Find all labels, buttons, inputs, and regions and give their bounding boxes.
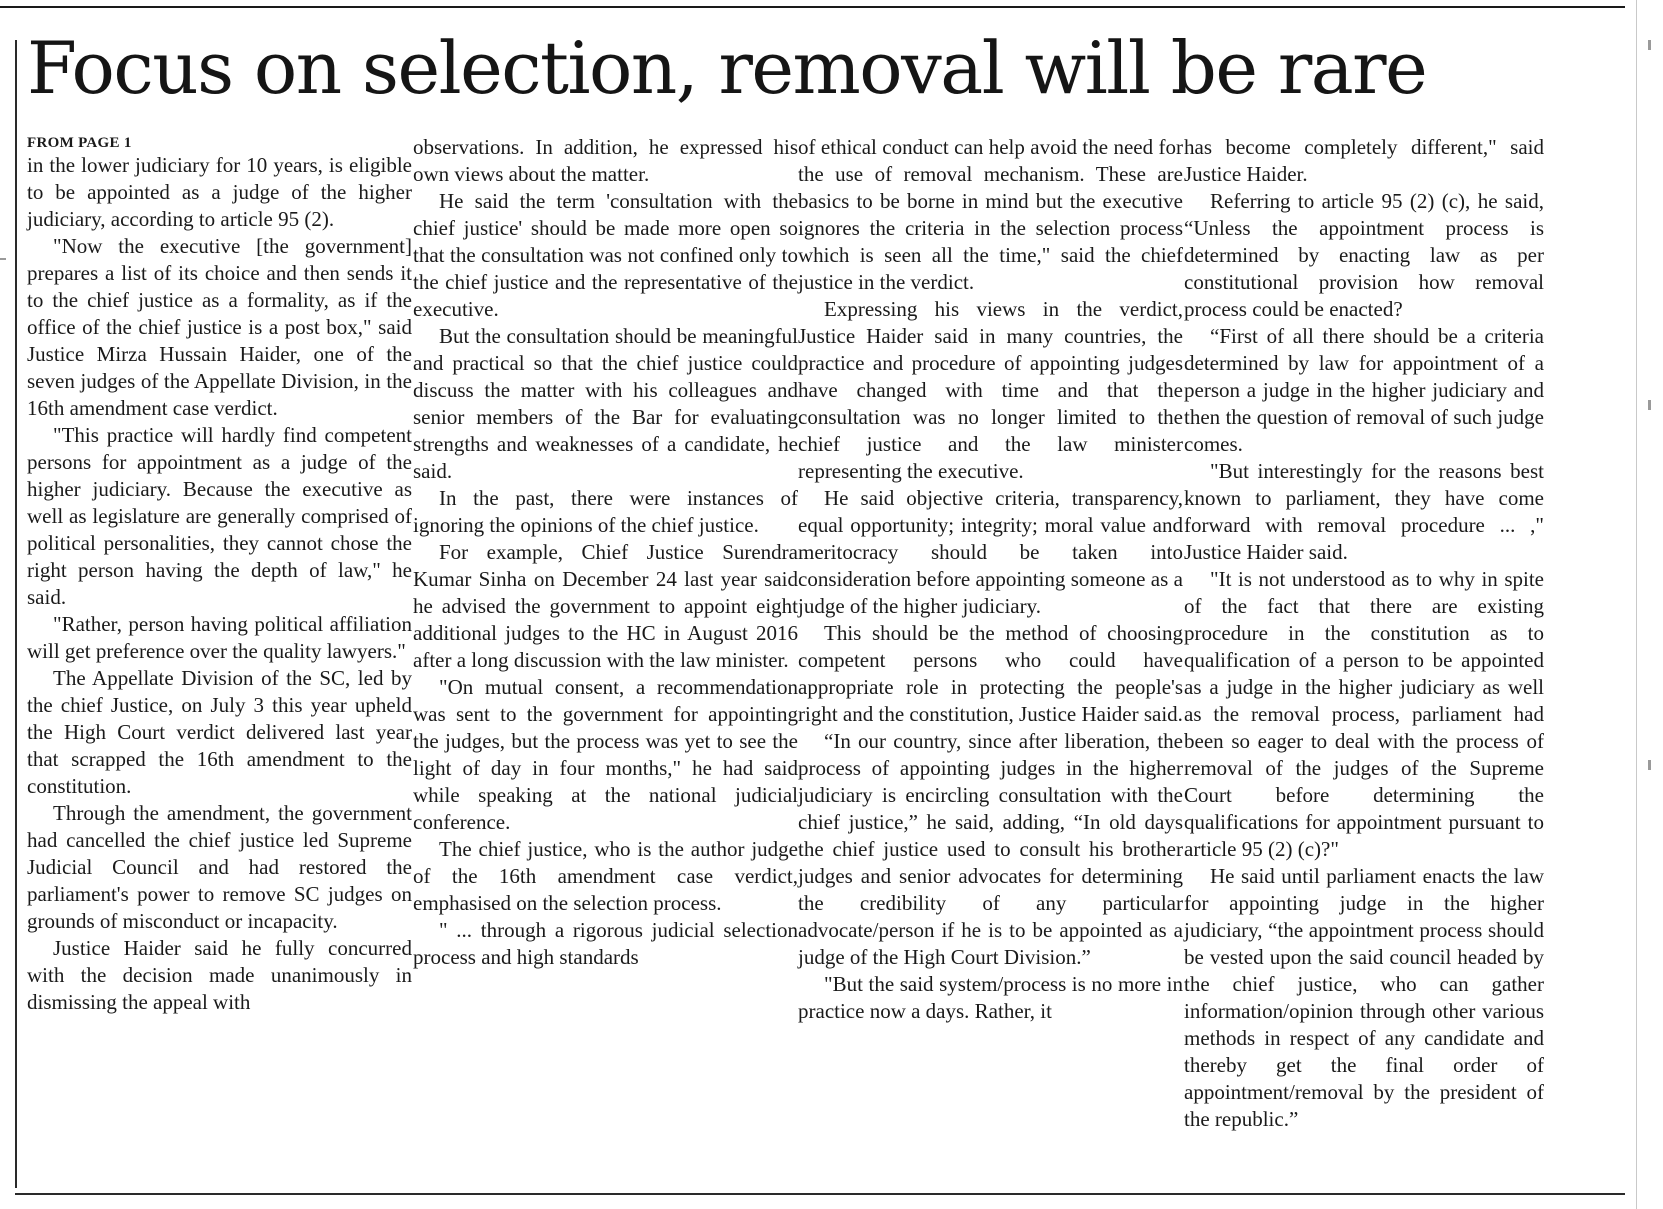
article-column-3	[798, 134, 1183, 1025]
article-column-4	[1184, 134, 1544, 1133]
paragraph: "Now the executive [the government] prepares a list of its choice and then sends it to the chief justice as a formality, as if the office of the chief justice is a post box," said Justice Mirza Hussain Haider, one of the seven judges of the Appellate Division, in the 16th amendment case verdict.	[27, 234, 412, 420]
paragraph: He said objective criteria, transparency, equal opportunity; integrity; moral value and meritocracy should be taken into consideration before appointing someone as a judge of the higher judiciary.	[798, 486, 1183, 618]
paragraph: "But the said system/process is no more in practice now a days. Rather, it	[798, 972, 1183, 1023]
paragraph: "But interestingly for the reasons best known to parliament, they have come forward with removal procedure ... ," Justice Haider said.	[1184, 459, 1544, 564]
edge-mark	[1648, 760, 1651, 770]
paragraph: "This practice will hardly find competent persons for appointment as a judge of the higher judiciary. Because the executive as well as legislature are generally comprised of political personalities, they cannot chose the right person having the depth of law," he said.	[27, 423, 412, 609]
paragraph: "It is not understood as to why in spite of the fact that there are existing procedure in the constitution as to qualification of a person to be appointed as a judge in the higher judiciary as well as the removal process, parliament had been so eager to deal with the process of removal of the judges of the Supreme Court before determining the qualifications for appointment pursuant to article 95 (2) (c)?"	[1184, 567, 1544, 861]
paragraph: In the past, there were instances of ignoring the opinions of the chief justice.	[413, 486, 798, 537]
paragraph: " ... through a rigorous judicial selection process and high standards	[413, 918, 798, 969]
bottom-rule	[15, 1193, 1625, 1195]
page-edge	[1636, 0, 1637, 1209]
paragraph: Referring to article 95 (2) (c), he said, “Unless the appointment process is determined by enacting law as per constitutional provision how removal process could be enacted?	[1184, 189, 1544, 321]
paragraph: observations. In addition, he expressed his own views about the matter.	[413, 135, 798, 186]
paragraph: "On mutual consent, a recommendation was sent to the government for appointing the judges, but the process was yet to see the light of day in four months," he had said while speaking at the national judicial conference.	[413, 675, 798, 834]
paragraph: But the consultation should be meaningful and practical so that the chief justice could discuss the matter with his colleagues and senior members of the Bar for evaluating strengths and weaknesses of a candidate, he said.	[413, 324, 798, 483]
paragraph: of ethical conduct can help avoid the need for the use of removal mechanism. These are basics to be borne in mind but the executive ignores the criteria in the selection process which is seen all the time," said the chief justice in the verdict.	[798, 135, 1183, 294]
paragraph: He said until parliament enacts the law for appointing judge in the higher judiciary, “the appointment process should be vested upon the said council headed by the chief justice, who can gather information/opinion through other various methods in respect of any candidate and thereby get the final order of appointment/removal by the president of the republic.”	[1184, 864, 1544, 1131]
article-column-1	[27, 134, 412, 1016]
paragraph: The chief justice, who is the author judge of the 16th amendment case verdict, emphasised on the selection process.	[413, 837, 798, 915]
paragraph: "Rather, person having political affiliation will get preference over the quality lawyers."	[27, 612, 412, 663]
paragraph: He said the term 'consultation with the chief justice' should be made more open so that the consultation was not confined only to the chief justice and the representative of the executive.	[413, 189, 798, 321]
paragraph: Through the amendment, the government had cancelled the chief justice led Supreme Judicial Council and had restored the parliament's power to remove SC judges on grounds of misconduct or incapacity.	[27, 801, 412, 933]
edge-mark	[1648, 40, 1651, 50]
paragraph: Justice Haider said he fully concurred with the decision made unanimously in dismissing the appeal with	[27, 936, 412, 1014]
paragraph: in the lower judiciary for 10 years, is eligible to be appointed as a judge of the higher judiciary, according to article 95 (2).	[27, 153, 412, 231]
paragraph: The Appellate Division of the SC, led by the chief Justice, on July 3 this year upheld the High Court verdict delivered last year that scrapped the 16th amendment to the constitution.	[27, 666, 412, 798]
paragraph: “In our country, since after liberation, the process of appointing judges in the higher judiciary is encircling consultation with the chief justice,” he said, adding, “In old days the chief justice used to consult his brother judges and senior advocates for determining the credibility of any particular advocate/person if he is to be appointed as a judge of the High Court Division.”	[798, 729, 1183, 969]
paragraph: For example, Chief Justice Surendra Kumar Sinha on December 24 last year said he advised the government to appoint eight additional judges to the HC in August 2016 after a long discussion with the law minister.	[413, 540, 798, 672]
paragraph: This should be the method of choosing competent persons who could have appropriate role in protecting the people's right and the constitution, Justice Haider said.	[798, 621, 1183, 726]
paragraph: has become completely different," said Justice Haider.	[1184, 135, 1544, 186]
top-rule	[0, 6, 1625, 8]
paragraph: Expressing his views in the verdict, Justice Haider said in many countries, the practice and procedure of appointing judges have changed with time and that the consultation was no longer limited to the chief justice and the law minister representing the executive.	[798, 297, 1183, 483]
article-column-2	[413, 134, 798, 971]
paragraph: “First of all there should be a criteria determined by law for appointment of a person a judge in the higher judiciary and then the question of removal of such judge comes.	[1184, 324, 1544, 456]
edge-mark	[1648, 400, 1651, 410]
from-page-kicker: FROM PAGE 1	[27, 135, 132, 151]
headline: Focus on selection, removal will be rare	[27, 26, 1427, 110]
edge-mark	[0, 258, 6, 260]
left-rule	[15, 40, 17, 1188]
